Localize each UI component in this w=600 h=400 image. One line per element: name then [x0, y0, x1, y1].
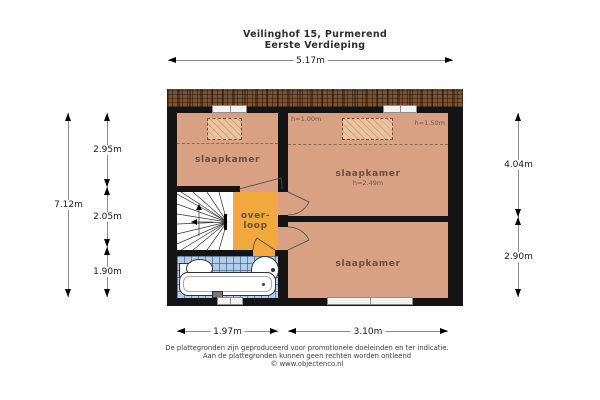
height-contour-line [177, 143, 278, 144]
skylight [342, 118, 393, 140]
room-bedroom-top-right [288, 113, 448, 216]
room-label: slaapkamer [335, 168, 401, 179]
sink-tap [271, 268, 275, 272]
dimension-label: 1.90m [90, 267, 125, 277]
dimension-label: 7.12m [51, 200, 86, 210]
knee-height-label: h=1.00m [291, 115, 322, 123]
ceiling-height-label: h=2.49m [352, 178, 384, 187]
knee-height-label: h=1.50m [414, 119, 445, 127]
dimension-left-total [54, 113, 83, 297]
dimension-label: 5.17m [293, 56, 328, 66]
disclaimer-line: De plattegronden zijn geproduceerd voor promotionele doeleinden en ter indicatie. [165, 344, 449, 352]
dimension-right-upper [504, 113, 533, 217]
room-label: over- [240, 211, 271, 221]
door-opening [240, 186, 278, 192]
dimension-left-middle [93, 187, 122, 247]
disclaimer-line: Aan de plattegronden kunnen geen rechten worden ontleend [202, 352, 412, 360]
arrow-up-icon [104, 113, 110, 121]
arrow-down-icon [104, 289, 110, 297]
bathtub-inner-line [183, 276, 272, 292]
arrow-up-icon [104, 247, 110, 255]
dimension-label: 3.10m [351, 327, 386, 337]
skylight [207, 118, 242, 140]
window [383, 105, 417, 113]
dimension-label: 2.95m [90, 145, 125, 155]
height-contour-line [288, 144, 448, 145]
room-bedroom-top-left [177, 113, 278, 186]
dimension-bottom-left [177, 326, 278, 337]
dimension-label: 4.04m [501, 160, 536, 170]
arrow-right-icon [445, 57, 453, 63]
copyright-line: © www.objectenco.nl [270, 360, 344, 368]
dimension-label: 2.90m [501, 252, 536, 262]
stairs-symbol [177, 192, 233, 250]
arrow-up-icon [104, 187, 110, 195]
arrow-up-icon [65, 113, 71, 121]
room-landing [233, 192, 278, 250]
arrow-right-icon [270, 328, 278, 334]
room-bedroom-bottom-right [288, 222, 448, 298]
disclaimer [7, 344, 600, 368]
arrow-down-icon [65, 289, 71, 297]
dimension-label: 1.97m [210, 327, 245, 337]
dimension-left-upper [93, 113, 122, 187]
dimension-left-lower [93, 247, 122, 297]
dimension-bottom-right [288, 326, 448, 337]
arrow-left-icon [168, 57, 176, 63]
arrow-up-icon [515, 217, 521, 225]
arrow-down-icon [104, 179, 110, 187]
arrow-down-icon [515, 209, 521, 217]
window [327, 297, 413, 305]
room-label: slaapkamer [194, 154, 260, 165]
title-address: Veilinghof 15, Purmerend [242, 29, 388, 40]
title-floor: Eerste Verdieping [264, 40, 366, 51]
bathtub-symbol [179, 272, 276, 296]
room-bathroom [177, 256, 278, 298]
arrow-left-icon [288, 328, 296, 334]
room-label: slaapkamer [335, 259, 401, 269]
door-opening [253, 250, 275, 256]
arrow-up-icon [515, 113, 521, 121]
page-title [115, 29, 515, 51]
arrow-right-icon [440, 328, 448, 334]
dimension-label: 2.05m [90, 212, 125, 222]
floorplan [167, 89, 463, 306]
arrow-left-icon [177, 328, 185, 334]
room-label: loop [243, 221, 268, 231]
walls [167, 107, 463, 306]
arrow-down-icon [104, 239, 110, 247]
dimension-top [168, 55, 453, 66]
door-opening [278, 227, 288, 250]
window [217, 297, 243, 305]
stairs-fan-icon [177, 192, 233, 250]
dimension-right-lower [504, 217, 533, 297]
bathtub-drain [262, 283, 265, 286]
window [212, 105, 247, 113]
door-opening [278, 192, 288, 215]
arrow-down-icon [515, 289, 521, 297]
